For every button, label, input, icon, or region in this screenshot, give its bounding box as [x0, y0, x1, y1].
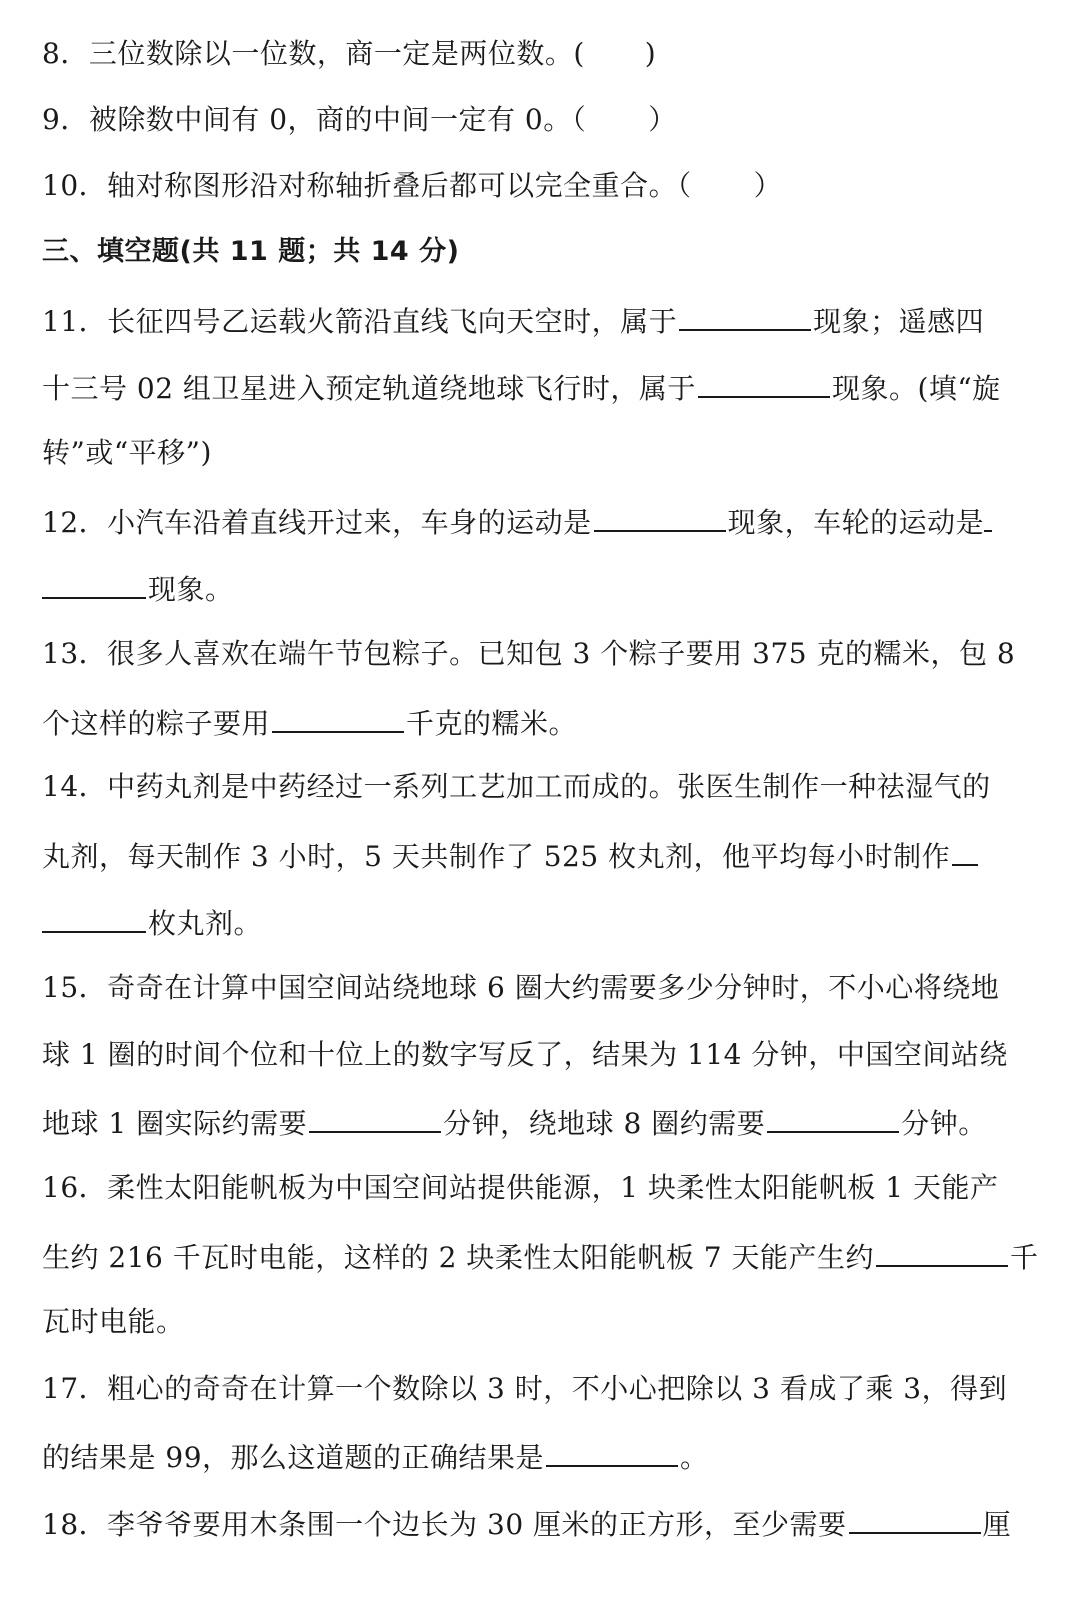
question-14-line-2 — [42, 834, 1032, 874]
question-12-line-2 — [42, 567, 1032, 607]
question-9-close: ） — [648, 103, 677, 136]
answer-blank-16[interactable] — [876, 1235, 1008, 1267]
answer-blank-18[interactable] — [849, 1502, 981, 1534]
question-16-text-d: 瓦时电能。 — [42, 1305, 185, 1338]
question-11-text-c: 十三号 02 组卫星进入预定轨道绕地球飞行时，属于 — [42, 372, 696, 405]
section-heading-text: 三、填空题(共 11 题；共 14 分) — [42, 236, 460, 267]
question-13-text-c: 千克的糯米。 — [406, 707, 578, 740]
question-11-text-d: 现象。(填“旋 — [831, 372, 1001, 405]
question-8-close: ) — [644, 37, 657, 70]
question-11-line-2 — [42, 366, 1032, 406]
question-16-text-c: 千 — [1009, 1241, 1039, 1274]
question-16-line-1 — [42, 1168, 1032, 1208]
answer-blank-11b[interactable] — [698, 366, 830, 398]
question-12-text-b: 现象，车轮的运动是 — [727, 506, 985, 539]
question-9 — [42, 100, 1032, 140]
question-17-text-b: 的结果是 99，那么这道题的正确结果是 — [42, 1441, 545, 1474]
question-15-text-b: 球 1 圈的时间个位和十位上的数字写反了，结果为 114 分钟，中国空间站绕 — [42, 1038, 1008, 1071]
question-9-text: 9．被除数中间有 0，商的中间一定有 0。（ — [42, 103, 587, 136]
question-15-text-e: 分钟。 — [901, 1107, 987, 1140]
answer-blank-14-start[interactable] — [952, 834, 978, 866]
question-14-line-3 — [42, 901, 1032, 941]
question-16-line-3 — [42, 1302, 1032, 1342]
answer-blank-14[interactable] — [42, 901, 146, 933]
question-11-text-a: 11．长征四号乙运载火箭沿直线飞向天空时，属于 — [42, 305, 678, 338]
question-13-line-1 — [42, 634, 1032, 674]
question-16-text-a: 16．柔性太阳能帆板为中国空间站提供能源，1 块柔性太阳能帆板 1 天能产 — [42, 1171, 999, 1204]
question-15-text-a: 15．奇奇在计算中国空间站绕地球 6 圈大约需要多少分钟时，不小心将绕地 — [42, 971, 1000, 1004]
question-15-line-2 — [42, 1035, 1032, 1075]
question-8 — [42, 34, 1032, 74]
question-13-text-a: 13．很多人喜欢在端午节包粽子。已知包 3 个粽子要用 375 克的糯米，包 8 — [42, 637, 1016, 670]
question-12-text-a: 12．小汽车沿着直线开过来，车身的运动是 — [42, 506, 592, 539]
question-16-line-2 — [42, 1235, 1039, 1275]
question-15-line-1 — [42, 968, 1032, 1008]
question-15-line-3 — [42, 1101, 1032, 1141]
question-11-line-3 — [42, 433, 1032, 473]
question-18-line-1 — [42, 1502, 1032, 1542]
answer-blank-12b[interactable] — [42, 567, 146, 599]
question-18-text-b: 厘 — [982, 1508, 1012, 1541]
section-heading-fill-in — [42, 232, 1032, 272]
answer-blank-12b-start[interactable] — [984, 500, 992, 532]
question-17-line-1 — [42, 1369, 1032, 1409]
question-10 — [42, 166, 1032, 206]
question-11-line-1 — [42, 299, 1032, 339]
question-10-close: ） — [753, 169, 783, 202]
question-11-text-b: 现象；遥感四 — [813, 305, 985, 338]
question-16-text-b: 生约 216 千瓦时电能，这样的 2 块柔性太阳能帆板 7 天能产生约 — [42, 1241, 874, 1274]
question-17-text-c: 。 — [680, 1441, 709, 1474]
question-15-text-c: 地球 1 圈实际约需要 — [42, 1107, 308, 1140]
question-14-text-c: 枚丸剂。 — [148, 907, 263, 940]
question-12-line-1 — [42, 500, 1032, 540]
answer-blank-13[interactable] — [272, 701, 404, 733]
question-8-text: 8．三位数除以一位数，商一定是两位数。( — [42, 37, 585, 70]
question-17-text-a: 17．粗心的奇奇在计算一个数除以 3 时，不小心把除以 3 看成了乘 3，得到 — [42, 1372, 1008, 1405]
question-13-line-2 — [42, 701, 1032, 741]
question-17-line-2 — [42, 1435, 1032, 1475]
question-10-text: 10．轴对称图形沿对称轴折叠后都可以完全重合。（ — [42, 169, 692, 202]
answer-blank-11a[interactable] — [679, 299, 811, 331]
answer-blank-15b[interactable] — [767, 1101, 899, 1133]
question-11-text-e: 转”或“平移”) — [42, 436, 212, 469]
question-18-text-a: 18．李爷爷要用木条围一个边长为 30 厘米的正方形，至少需要 — [42, 1508, 847, 1541]
answer-blank-17[interactable] — [546, 1435, 678, 1467]
question-14-text-a: 14．中药丸剂是中药经过一系列工艺加工而成的。张医生制作一种祛湿气的 — [42, 770, 991, 803]
question-13-text-b: 个这样的粽子要用 — [42, 707, 271, 740]
question-14-line-1 — [42, 767, 1032, 807]
answer-blank-12a[interactable] — [594, 500, 726, 532]
answer-blank-15a[interactable] — [309, 1101, 441, 1133]
question-15-text-d: 分钟，绕地球 8 圈约需要 — [443, 1107, 766, 1140]
question-12-text-c: 现象。 — [148, 573, 234, 606]
question-14-text-b: 丸剂，每天制作 3 小时，5 天共制作了 525 枚丸剂，他平均每小时制作 — [42, 840, 951, 873]
